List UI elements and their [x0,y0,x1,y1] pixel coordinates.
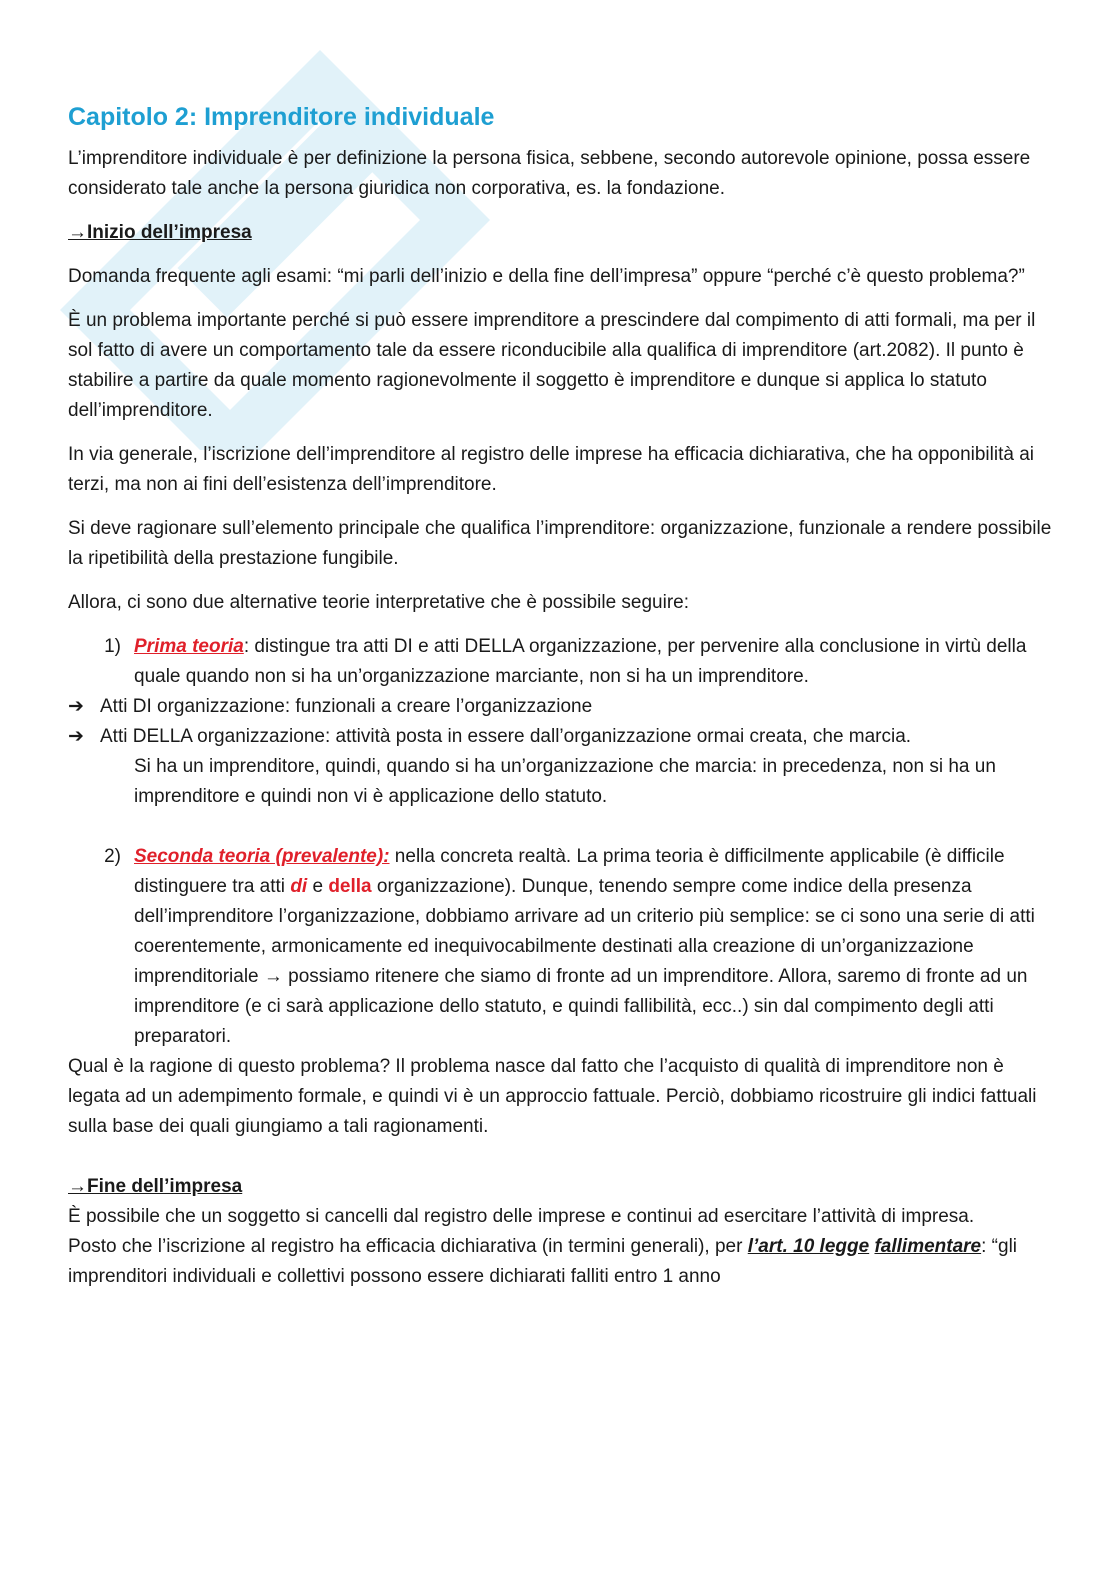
bullet-item [68,692,1053,722]
section-heading-fine [68,1172,1053,1202]
bullet-text: Atti DELLA organizzazione: attività posta in essere dall’organizzazione ormai creata, che marcia. [100,726,912,747]
emphasis-della: della [328,876,372,897]
law-reference: l’art. 10 legge [747,1236,870,1257]
teoria-1-conclusion: Si ha un imprenditore, quindi, quando si ha un’organizzazione che marcia: in precedenza, non si ha un imprenditore e quindi non vi è applicazione dello statuto. [134,756,996,807]
arrow-bullet-icon: ➔ [68,726,84,747]
list-number: 1) [104,636,121,657]
teoria-text: nella concreta realtà. La prima teoria è difficilmente applicabile (è difficile distinguere tra atti [134,846,1005,897]
intro-paragraph: L’imprenditore individuale è per definizione la persona fisica, sebbene, secondo autorevole opinione, possa essere considerato tale anche la persona giuridica non corporativa, es. la fondazione. [68,148,1031,199]
paragraph: In via generale, l’iscrizione dell’imprenditore al registro delle imprese ha efficacia dichiarativa, che ha opponibilità ai terzi, ma non ai fini dell’esistenza dell’imprenditore. [68,444,1035,495]
arrow-icon: → [68,222,87,243]
teoria-text: : distingue tra atti DI e atti DELLA organizzazione, per pervenire alla conclusione in virtù della quale quando non si ha un’organizzazione marciante, non si ha un imprenditore. [134,636,1027,687]
chapter-title: Capitolo 2: Imprenditore individuale [68,103,495,131]
paragraph: Domanda frequente agli esami: “mi parli dell’inizio e della fine dell’impresa” oppure “perché c’è questo problema?” [68,266,1025,287]
paragraph: È possibile che un soggetto si cancelli dal registro delle imprese e continui ad esercitare l’attività di impresa. [68,1206,975,1227]
paragraph: È un problema importante perché si può essere imprenditore a prescindere dal compimento di atti formali, ma per il sol fatto di avere un comportamento tale da essere riconducibile alla qualifica di imprenditore (art.2082). Il punto è stabilire a partire da quale momento ragionevolmente il soggetto è imprenditore e dunque si applica lo statuto dell’imprenditore. [68,310,1036,421]
paragraph: Qual è la ragione di questo problema? Il problema nasce dal fatto che l’acquisto di qualità di imprenditore non è legata ad un adempimento formale, e quindi vi è un approccio fattuale. Perciò, dobbiamo ricostruire gli indici fattuali sulla base dei quali giungiamo a tali ragionamenti. [68,1056,1037,1137]
teoria-label: Prima teoria [134,636,244,657]
list-item-teoria-2: 2) Seconda teoria (prevalente): nella concreta realtà. La prima teoria è difficilmente applicabile (è difficile distinguere tra atti di e della organizzazione). Dunque, tenendo sempre come indice della presenza dell’imprenditore l’organizzazione, dobbiamo arrivare ad un criterio più semplice: se ci sono una serie di atti coerentemente, armonicamente ed inequivocabilmente destinati alla creazione di un’organizzazione imprenditoriale → possiamo ritenere che siamo di fronte ad un imprenditore. Allora, saremo di fronte ad un imprenditore (e ci sarà applicazione dello statuto, e quindi fallibilità, ecc..) sin dal compimento degli atti preparatori. [68,842,1053,1052]
arrow-icon: → [68,1176,87,1197]
emphasis-di: di [290,876,308,897]
arrow-bullet-icon: ➔ [68,696,84,717]
section-heading-text: Fine dell’impresa [87,1176,243,1197]
list-number: 2) [104,846,121,867]
paragraph-art-10: Posto che l’iscrizione al registro ha efficacia dichiarativa (in termini generali), per l’art. 10 legge fallimentare: “gli imprenditori individuali e collettivi possono essere dichiarati falliti entro 1 anno [68,1236,1018,1287]
paragraph: Allora, ci sono due alternative teorie interpretative che è possibile seguire: [68,592,690,613]
section-heading-inizio [68,218,1053,248]
document-page [68,100,1053,1292]
bullet-text: Atti DI organizzazione: funzionali a creare l’organizzazione [100,696,593,717]
law-reference: fallimentare [874,1236,982,1257]
list-item-teoria-1 [68,632,1053,692]
teoria-label: Seconda teoria (prevalente): [134,846,390,867]
bullet-item [68,722,1053,752]
section-heading-text: Inizio dell’impresa [87,222,252,243]
paragraph: Si deve ragionare sull’elemento principale che qualifica l’imprenditore: organizzazione, funzionale a rendere possibile la ripetibilità della prestazione fungibile. [68,518,1052,569]
